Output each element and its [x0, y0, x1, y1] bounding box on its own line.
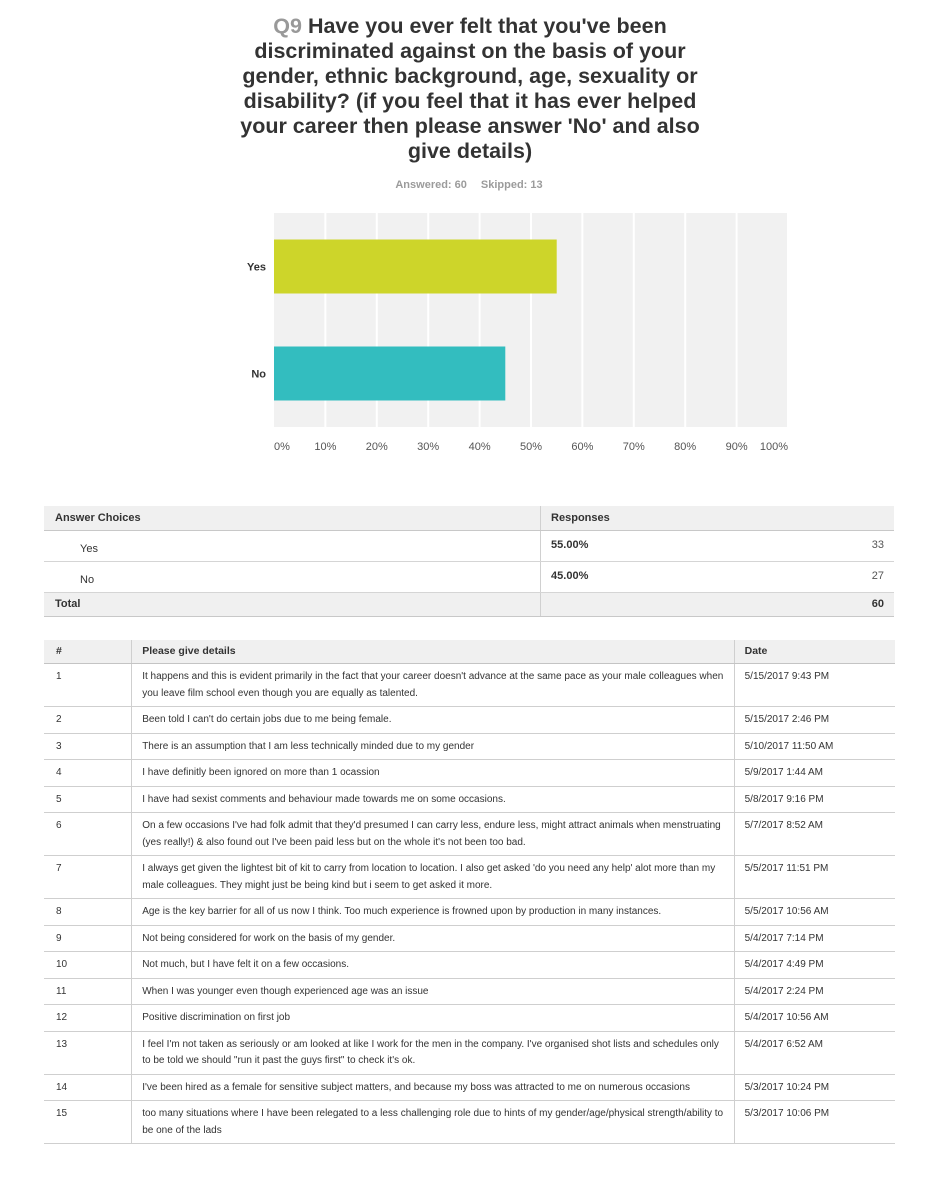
choice-label: Yes: [44, 530, 541, 561]
choice-count: 27: [610, 561, 894, 592]
answer-choices-header: Answer Choices: [44, 506, 541, 530]
table-row: [44, 899, 895, 926]
row-date: 5/7/2017 8:52 AM: [734, 813, 895, 856]
summary-row: [44, 530, 894, 561]
table-row: [44, 707, 895, 734]
table-row: [44, 978, 895, 1005]
row-number: 7: [44, 856, 132, 899]
responses-header: Responses: [541, 506, 894, 530]
row-number: 6: [44, 813, 132, 856]
row-number: 4: [44, 760, 132, 787]
row-date: 5/10/2017 11:50 AM: [734, 733, 895, 760]
row-details: I always get given the lightest bit of kit to carry from location to location. I also get asked 'do you need any help' alot more than my male colleagues. They might just be being kind but i seem to get asked it more.: [132, 856, 734, 899]
x-tick-label: 0%: [274, 441, 290, 453]
x-tick-label: 100%: [759, 441, 788, 453]
row-date: 5/3/2017 10:06 PM: [734, 1101, 895, 1144]
row-date: 5/15/2017 9:43 PM: [734, 664, 895, 707]
row-details: I've been hired as a female for sensitive subject matters, and because my boss was attracted to me on numerous occasions: [132, 1074, 734, 1101]
row-number: 5: [44, 786, 132, 813]
choice-percent: 45.00%: [541, 561, 610, 592]
row-details: On a few occasions I've had folk admit that they'd presumed I can carry less, endure less, might attract animals when menstruating (yes really!) & also found out I've been paid less but on the whole it's not been too bad.: [132, 813, 734, 856]
table-row: [44, 1005, 895, 1032]
row-details: too many situations where I have been relegated to a less challenging role due to hints of my gender/age/physical strength/ability to be one of the lads: [132, 1101, 734, 1144]
details-header: Please give details: [132, 640, 734, 664]
table-row: [44, 1074, 895, 1101]
row-number: 8: [44, 899, 132, 926]
row-date: 5/4/2017 10:56 AM: [734, 1005, 895, 1032]
row-date: 5/5/2017 10:56 AM: [734, 899, 895, 926]
row-date: 5/15/2017 2:46 PM: [734, 707, 895, 734]
bar-chart: [0, 200, 942, 470]
row-number: 2: [44, 707, 132, 734]
question-title: [220, 14, 720, 164]
number-header: #: [44, 640, 132, 664]
response-stats: [0, 179, 938, 191]
category-label: Yes: [247, 261, 266, 274]
summary-row: [44, 561, 894, 592]
row-date: 5/4/2017 4:49 PM: [734, 952, 895, 979]
row-details: I have definitly been ignored on more than 1 ocassion: [132, 760, 734, 787]
row-date: 5/4/2017 6:52 AM: [734, 1031, 895, 1074]
row-number: 13: [44, 1031, 132, 1074]
table-row: [44, 952, 895, 979]
question-number: Q9: [273, 14, 302, 38]
details-header-row: [44, 640, 895, 664]
row-date: 5/9/2017 1:44 AM: [734, 760, 895, 787]
summary-header-row: [44, 506, 894, 530]
question-text: Have you ever felt that you've been discriminated against on the basis of your gender, ethnic background, age, sexuality or disability? (if you feel that it has ever helped your career then please answer 'No' and also give details): [240, 14, 700, 163]
table-row: [44, 760, 895, 787]
row-date: 5/4/2017 7:14 PM: [734, 925, 895, 952]
x-tick-label: 20%: [365, 441, 388, 453]
x-tick-label: 60%: [571, 441, 594, 453]
x-tick-label: 50%: [519, 441, 543, 453]
row-number: 9: [44, 925, 132, 952]
table-row: [44, 813, 895, 856]
row-details: Been told I can't do certain jobs due to me being female.: [132, 707, 734, 734]
row-details: When I was younger even though experienced age was an issue: [132, 978, 734, 1005]
row-details: It happens and this is evident primarily in the fact that your career doesn't advance at the same pace as your male colleagues when you leave film school even though you are equally as talented.: [132, 664, 734, 707]
row-number: 1: [44, 664, 132, 707]
table-row: [44, 733, 895, 760]
row-details: Age is the key barrier for all of us now I think. Too much experience is frowned upon by production in many instances.: [132, 899, 734, 926]
row-date: 5/5/2017 11:51 PM: [734, 856, 895, 899]
table-row: [44, 1101, 895, 1144]
table-row: [44, 664, 895, 707]
row-number: 12: [44, 1005, 132, 1032]
choice-label: No: [44, 561, 541, 592]
row-details: Positive discrimination on first job: [132, 1005, 734, 1032]
skipped-count: Skipped: 13: [480, 179, 543, 191]
row-details: I have had sexist comments and behaviour made towards me on some occasions.: [132, 786, 734, 813]
table-row: [44, 786, 895, 813]
choice-percent: 55.00%: [541, 530, 610, 561]
summary-total-row: [44, 592, 894, 616]
x-tick-label: 30%: [417, 441, 440, 453]
x-tick-label: 80%: [674, 441, 697, 453]
x-tick-label: 40%: [468, 441, 491, 453]
row-number: 11: [44, 978, 132, 1005]
table-row: [44, 856, 895, 899]
total-label: Total: [44, 592, 541, 616]
row-number: 15: [44, 1101, 132, 1144]
row-date: 5/8/2017 9:16 PM: [734, 786, 895, 813]
date-header: Date: [734, 640, 895, 664]
x-tick-label: 10%: [314, 441, 337, 453]
row-date: 5/4/2017 2:24 PM: [734, 978, 895, 1005]
x-tick-label: 70%: [622, 441, 645, 453]
choice-count: 33: [610, 530, 894, 561]
details-table: [44, 640, 895, 1144]
summary-table: [44, 506, 894, 617]
row-number: 3: [44, 733, 132, 760]
row-date: 5/3/2017 10:24 PM: [734, 1074, 895, 1101]
row-details: I feel I'm not taken as seriously or am looked at like I work for the men in the company. I've organised shot lists and schedules only to be told we should "run it past the guys first" to check it's ok.: [132, 1031, 734, 1074]
table-row: [44, 1031, 895, 1074]
answered-count: Answered: 60: [395, 179, 467, 191]
total-value: 60: [610, 592, 894, 616]
row-number: 14: [44, 1074, 132, 1101]
bar-yes: [274, 240, 557, 294]
row-details: Not being considered for work on the basis of my gender.: [132, 925, 734, 952]
row-details: Not much, but I have felt it on a few occasions.: [132, 952, 734, 979]
row-details: There is an assumption that I am less technically minded due to my gender: [132, 733, 734, 760]
category-label: No: [251, 368, 266, 381]
x-tick-label: 90%: [725, 441, 748, 453]
row-number: 10: [44, 952, 132, 979]
table-row: [44, 925, 895, 952]
bar-no: [274, 347, 505, 401]
